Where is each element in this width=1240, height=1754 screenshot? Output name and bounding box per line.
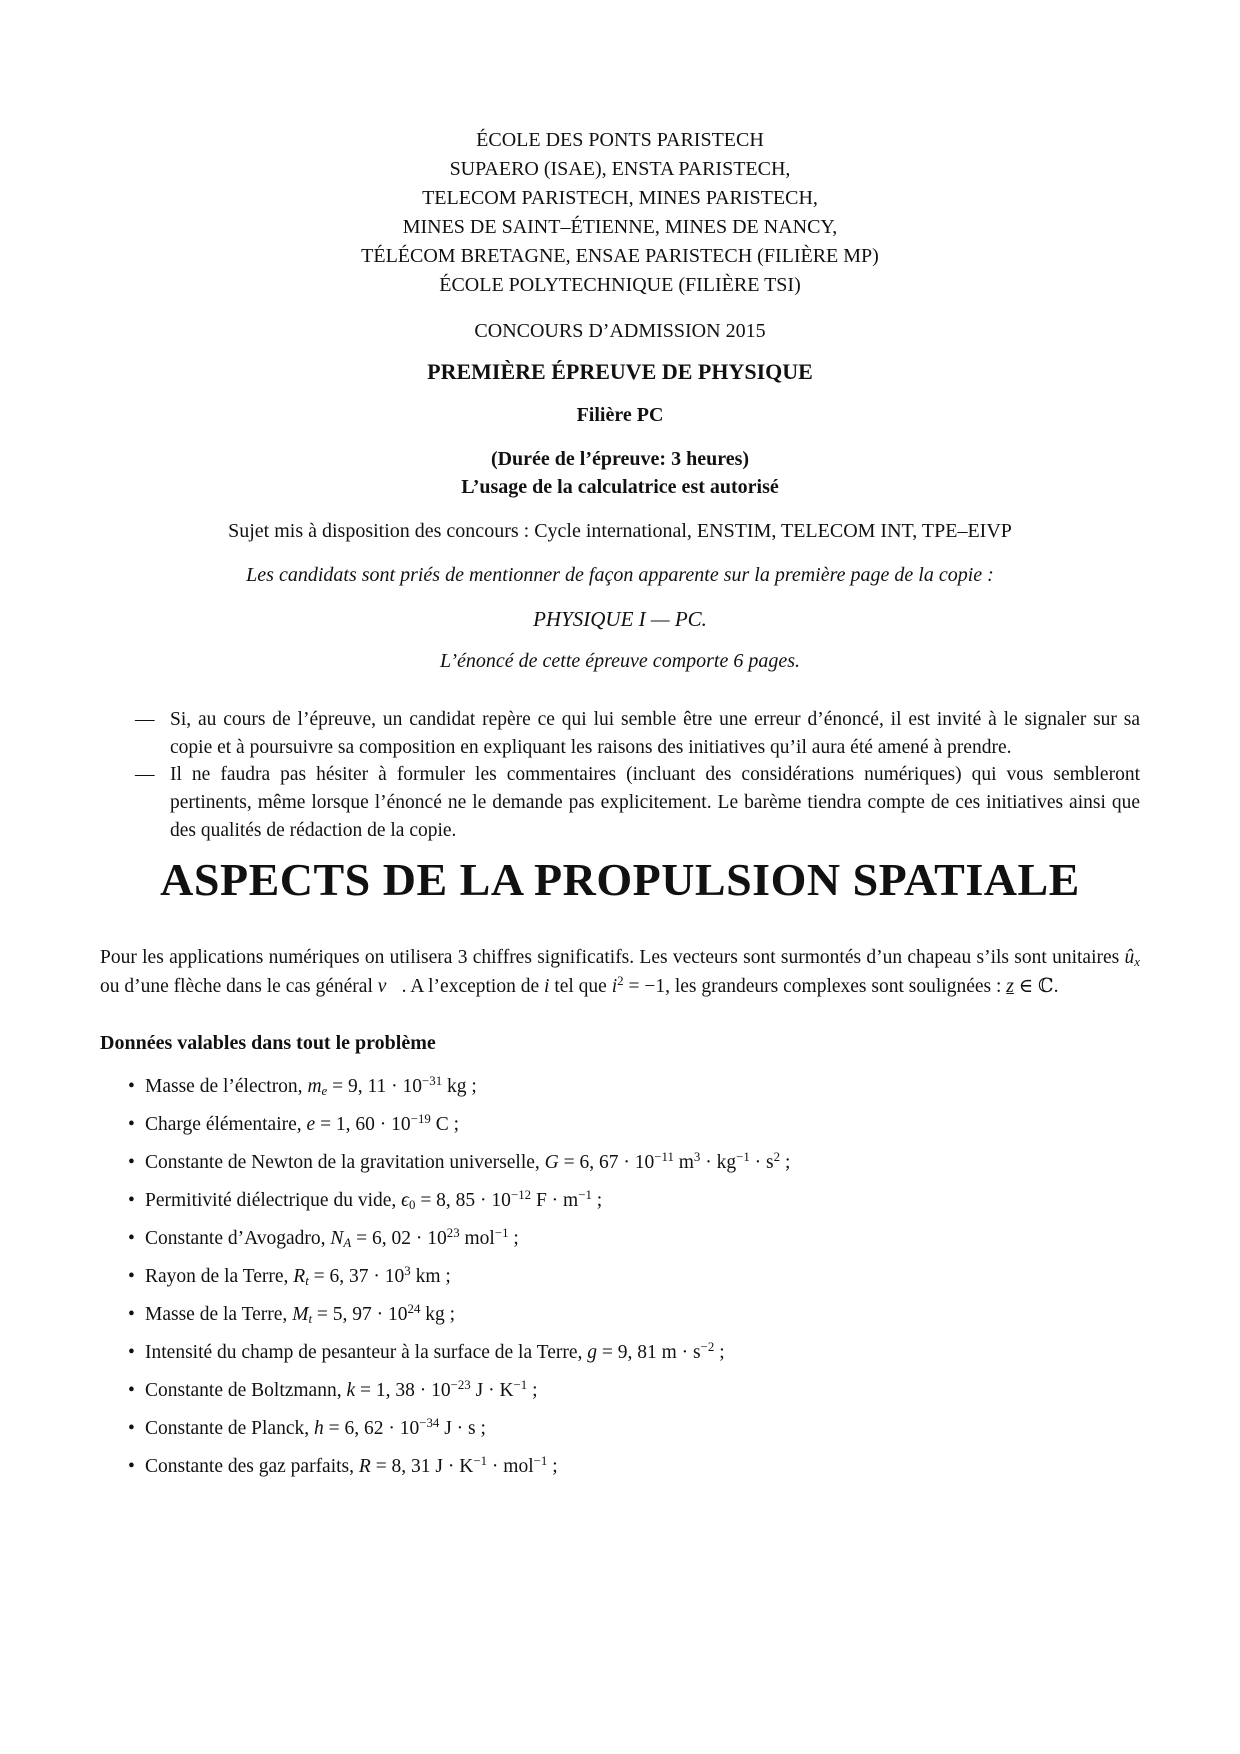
constant-item [128,1415,1140,1443]
constant-item [128,1149,1140,1177]
constant-item [128,1225,1140,1253]
candidates-notice: Les candidats sont priés de mentionner de façon apparente sur la première page de la copie : [246,564,994,586]
dash-marker: — [135,764,155,786]
dash-marker: — [135,709,155,730]
main-title: ASPECTS DE LA PROPULSION SPATIALE [160,853,1080,905]
constant-item [128,1187,1140,1215]
school-line: ÉCOLE DES PONTS PARISTECH [476,129,764,151]
exam-title: PREMIÈRE ÉPREUVE DE PHYSIQUE [427,359,813,384]
constant-text: Charge élémentaire, e = 1, $60 \cdot 10^{-19}$ C ; [145,1111,459,1135]
calculator-line: L’usage de la calculatrice est autorisé [461,476,779,498]
constant-text: Constante de Boltzmann, k = 1, $38 \cdot 10^{-23}$ $J \cdot K^{-1}$ ; [145,1377,538,1401]
constant-text: Constante de Newton de la gravitation universelle, G = 6, $67 \cdot 10^{-11}$ $m^3 \cdot kg^{-1} \cdot s^2$ ; [145,1149,791,1173]
constant-text: Constante des gaz parfaits, R = 8, 31 $J \cdot K^{-1} \cdot mol^{-1}$ ; [145,1453,558,1477]
bullet-icon: • [128,1341,135,1363]
bullet-icon: • [128,1113,135,1135]
instruction-note-text: Si, au cours de l’épreuve, un candidat repère ce qui lui semble être une erreur d’énoncé, il est invité à le signaler sur sa copie et à poursuivre sa composition en expliquant les raisons des initiatives qu’il aura été amené à prendre. [170,709,1140,758]
constant-text: Masse de la Terre, $M_t = 5$, $97 \cdot 10^{24}$ kg ; [145,1301,456,1326]
exam-document-page [100,0,1140,1481]
constants-list [100,1073,1140,1481]
constant-text: Rayon de la Terre, $R_t = 6$, $37 \cdot 10^3$ km ; [145,1263,451,1288]
constant-text: Permitivité diélectrique du vide, $\epsilon_0 = 8$, $85 \cdot 10^{-12}$ $F \cdot m^{-1}$ ; [145,1187,603,1212]
constant-item [128,1073,1140,1101]
concours-line: CONCOURS D’ADMISSION 2015 [474,320,766,342]
constant-text: Constante d’Avogadro, $N_A = 6$, $02 \cdot 10^{23}$ mol$^{-1}$ ; [145,1225,519,1250]
bullet-icon: • [128,1265,135,1287]
instructions-block [100,706,1140,845]
bullet-icon: • [128,1417,135,1439]
school-line: TÉLÉCOM BRETAGNE, ENSAE PARISTECH (FILIÈRE MP) [361,245,879,267]
intro-paragraph: Pour les applications numériques on utilisera 3 chiffres significatifs. Les vecteurs sont surmontés d’un chapeau s’ils sont unitaires $û_x$ ou d’une flèche dans le cas général v⃗. A l’exception de i tel que $i^2 = -1$, les grandeurs complexes sont soulignées : z ∈ ℂ. [100,946,1140,997]
constant-text: Masse de l’électron, $m_e = 9$, $11 \cdot 10^{-31}$ kg ; [145,1073,477,1098]
school-line: MINES DE SAINT–ÉTIENNE, MINES DE NANCY, [402,216,838,238]
bullet-icon: • [128,1303,135,1325]
school-line: SUPAERO (ISAE), ENSTA PARISTECH, [449,158,791,180]
constant-item [128,1263,1140,1291]
data-section-title: Données valables dans tout le problème [100,1031,436,1054]
constant-text: Intensité du champ de pesanteur à la surface de la Terre, g = 9, 81 $m \cdot s^{-2}$ ; [145,1339,725,1363]
school-line: TELECOM PARISTECH, MINES PARISTECH, [422,187,818,209]
duration-line: (Durée de l’épreuve: 3 heures) [490,448,750,470]
constant-item [128,1339,1140,1367]
bullet-icon: • [128,1379,135,1401]
bullet-icon: • [128,1227,135,1249]
instruction-note-text: Il ne faudra pas hésiter à formuler les commentaires (incluant des considérations numériques) qui vous sembleront pertinents, même lorsque l’énoncé ne le demande pas explicitement. Le barème tiendra compte de ces initiatives ainsi que des qualités de rédaction de la copie. [170,764,1140,841]
instruction-note [135,761,1140,844]
availability-line: Sujet mis à disposition des concours : Cycle international, ENSTIM, TELECOM INT, TPE–EIVP [228,520,1012,542]
instruction-note [135,706,1140,761]
constant-item [128,1111,1140,1139]
bullet-icon: • [128,1151,135,1173]
exam-label: PHYSIQUE I — PC. [533,607,707,631]
school-line: ÉCOLE POLYTECHNIQUE (FILIÈRE TSI) [439,274,801,296]
constant-item [128,1301,1140,1329]
bullet-icon: • [128,1075,135,1097]
constant-item [128,1453,1140,1481]
constant-item [128,1377,1140,1405]
filiere-line: Filière PC [576,404,664,426]
bullet-icon: • [128,1455,135,1477]
duration-block [100,445,1140,501]
constant-text: Constante de Planck, h = 6, $62 \cdot 10^{-34}$ J · s ; [145,1415,486,1439]
schools-header [100,126,1140,300]
pages-count-note: L’énoncé de cette épreuve comporte 6 pages. [439,650,801,672]
bullet-icon: • [128,1189,135,1211]
